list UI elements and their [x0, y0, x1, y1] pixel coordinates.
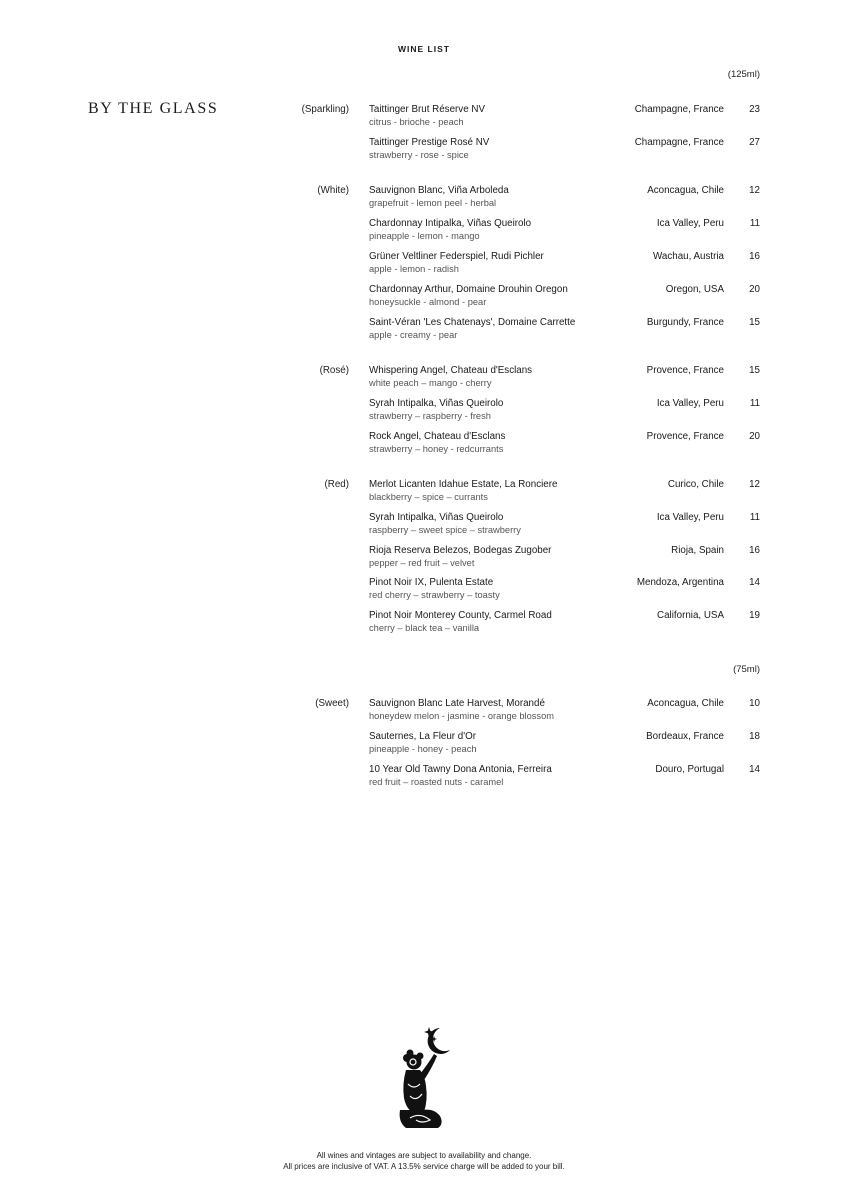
section-heading: BY THE GLASS [88, 100, 219, 117]
wine-price: 18 [749, 731, 760, 742]
wine-notes: strawberry – raspberry - fresh [369, 411, 491, 421]
wine-price: 11 [749, 512, 760, 523]
wine-notes: raspberry – sweet spice – strawberry [369, 525, 521, 535]
wine-region: Curico, Chile [667, 479, 724, 490]
wine-item [0, 137, 848, 167]
wine-name: Chardonnay Intipalka, Viñas Queirolo [369, 218, 532, 229]
wine-price: 11 [749, 398, 760, 409]
wine-region: Ica Valley, Peru [656, 398, 724, 409]
moon-figure-logo-icon [392, 1024, 456, 1132]
wine-price: 14 [749, 764, 760, 775]
wine-name: 10 Year Old Tawny Dona Antonia, Ferreira [369, 764, 552, 775]
wine-item [0, 104, 848, 134]
wine-name: Merlot Licanten Idahue Estate, La Ronciere [369, 479, 558, 490]
wine-name: Pinot Noir Monterey County, Carmel Road [369, 610, 552, 621]
wine-region: Provence, France [646, 365, 724, 376]
wine-item [0, 512, 848, 542]
category-label: (Rosé) [319, 365, 349, 376]
wine-region: California, USA [657, 610, 724, 621]
wine-notes: pineapple - lemon - mango [369, 231, 480, 241]
wine-price: 12 [749, 479, 760, 490]
wine-notes: citrus - brioche - peach [369, 117, 464, 127]
wine-region: Aconcagua, Chile [647, 698, 724, 709]
wine-price: 14 [749, 577, 760, 588]
wine-region: Douro, Portugal [655, 764, 724, 775]
wine-price: 15 [749, 317, 760, 328]
wine-region: Provence, France [646, 431, 724, 442]
wine-name: Whispering Angel, Chateau d'Esclans [369, 365, 533, 376]
wine-notes: grapefruit - lemon peel - herbal [369, 198, 497, 208]
wine-name: Sauvignon Blanc Late Harvest, Morandé [369, 698, 545, 709]
category-label: (Red) [324, 479, 349, 490]
wine-region: Ica Valley, Peru [656, 512, 724, 523]
wine-price: 27 [749, 137, 760, 148]
wine-notes: white peach – mango - cherry [369, 378, 492, 388]
wine-name: Syrah Intipalka, Viñas Queirolo [369, 512, 504, 523]
wine-name: Rock Angel, Chateau d'Esclans [369, 431, 506, 442]
wine-price: 16 [749, 545, 760, 556]
wine-price: 20 [749, 284, 760, 295]
wine-price: 19 [749, 610, 760, 621]
wine-item [0, 698, 848, 728]
category-label: (Sparkling) [301, 104, 349, 115]
wine-notes: blackberry – spice – currants [369, 492, 488, 502]
wine-region: Wachau, Austria [653, 251, 724, 262]
wine-region: Ica Valley, Peru [656, 218, 724, 229]
category-label: (White) [317, 185, 349, 196]
wine-notes: strawberry - rose - spice [369, 150, 469, 160]
wine-item [0, 185, 848, 215]
wine-name: Sauternes, La Fleur d'Or [369, 731, 476, 742]
wine-name: Chardonnay Arthur, Domaine Drouhin Oregon [369, 284, 568, 295]
wine-item [0, 577, 848, 607]
wine-price: 16 [749, 251, 760, 262]
footer-note [0, 1150, 848, 1172]
wine-region: Mendoza, Argentina [636, 577, 724, 588]
wine-notes: strawberry – honey - redcurrants [369, 444, 504, 454]
wine-item [0, 545, 848, 575]
wine-notes: honeysuckle - almond - pear [369, 297, 487, 307]
wine-notes: pepper – red fruit – velvet [369, 558, 475, 568]
wine-item [0, 764, 848, 794]
wine-notes: cherry – black tea – vanilla [369, 623, 480, 633]
document-title: WINE LIST [398, 44, 450, 54]
wine-name: Syrah Intipalka, Viñas Queirolo [369, 398, 504, 409]
wine-name: Saint-Véran 'Les Chatenays', Domaine Carrette [369, 317, 576, 328]
footer-vat-note: All prices are inclusive of VAT. A 13.5% service charge will be added to your bill. [283, 1162, 565, 1171]
wine-price: 12 [749, 185, 760, 196]
measure-label-75ml: (75ml) [733, 664, 760, 675]
wine-region: Oregon, USA [665, 284, 724, 295]
wine-notes: red fruit – roasted nuts - caramel [369, 777, 504, 787]
wine-region: Aconcagua, Chile [647, 185, 724, 196]
wine-price: 23 [749, 104, 760, 115]
wine-notes: red cherry – strawberry – toasty [369, 590, 500, 600]
wine-item [0, 365, 848, 395]
wine-name: Taittinger Brut Réserve NV [369, 104, 485, 115]
wine-notes: apple - creamy - pear [369, 330, 458, 340]
footer-availability-note: All wines and vintages are subject to availability and change. [316, 1151, 532, 1160]
wine-region: Bordeaux, France [646, 731, 724, 742]
wine-region: Burgundy, France [646, 317, 724, 328]
wine-notes: pineapple - honey - peach [369, 744, 477, 754]
wine-item [0, 398, 848, 428]
wine-item [0, 610, 848, 640]
wine-price: 11 [749, 218, 760, 229]
wine-item [0, 431, 848, 461]
wine-name: Pinot Noir IX, Pulenta Estate [369, 577, 494, 588]
wine-price: 15 [749, 365, 760, 376]
wine-name: Sauvignon Blanc, Viña Arboleda [369, 185, 509, 196]
wine-region: Rioja, Spain [671, 545, 724, 556]
wine-price: 20 [749, 431, 760, 442]
category-label: (Sweet) [315, 698, 349, 709]
wine-name: Taittinger Prestige Rosé NV [369, 137, 490, 148]
wine-item [0, 317, 848, 347]
wine-name: Rioja Reserva Belezos, Bodegas Zugober [369, 545, 552, 556]
wine-item [0, 731, 848, 761]
wine-region: Champagne, France [634, 137, 724, 148]
wine-price: 10 [749, 698, 760, 709]
wine-item [0, 218, 848, 248]
wine-notes: apple - lemon - radish [369, 264, 459, 274]
wine-region: Champagne, France [634, 104, 724, 115]
wine-item [0, 251, 848, 281]
wine-notes: honeydew melon - jasmine - orange blossom [369, 711, 554, 721]
wine-item [0, 479, 848, 509]
wine-name: Grüner Veltliner Federspiel, Rudi Pichler [369, 251, 544, 262]
wine-item [0, 284, 848, 314]
measure-label-125ml: (125ml) [727, 69, 760, 80]
